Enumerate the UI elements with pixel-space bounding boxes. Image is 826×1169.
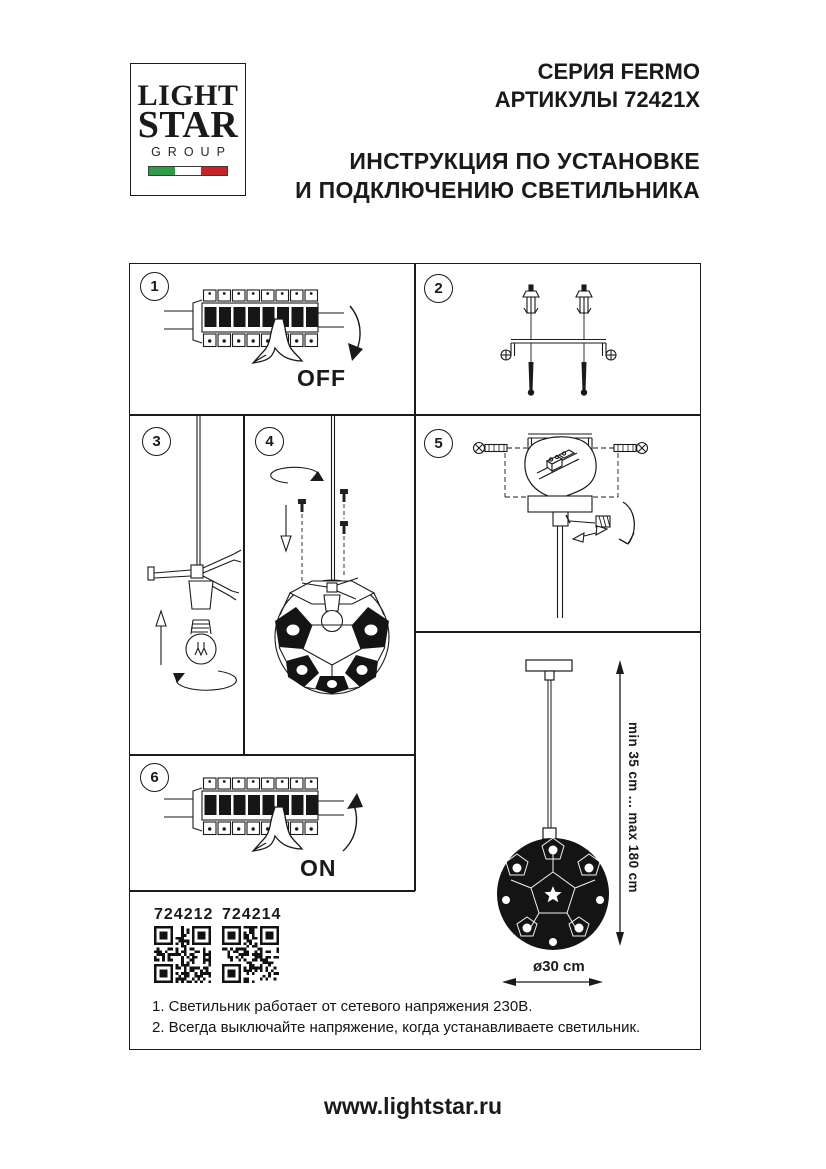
step-1-number: 1 [140, 272, 169, 301]
bracket-bar [511, 340, 606, 357]
height-range-label: min 35 cm ... max 180 cm [626, 722, 641, 893]
mounting-bracket-diagram [415, 264, 700, 414]
qr-code-1 [154, 926, 211, 983]
long-screw-icon [528, 343, 534, 396]
pendant-dimensions-diagram [414, 632, 700, 992]
height-dimension-line [616, 660, 624, 946]
steps-grid [129, 263, 701, 1050]
step-5-number: 5 [424, 429, 453, 458]
grid-line [130, 890, 415, 892]
step-2-number: 2 [424, 274, 453, 303]
arrow-up-icon [343, 793, 363, 851]
flag-white [175, 167, 201, 175]
rotate-arrow-icon [619, 502, 634, 544]
arrow-down-icon [348, 306, 363, 361]
screw-side-icon [474, 443, 528, 454]
screw-head-icon [501, 350, 511, 360]
wall-anchor-icon [523, 285, 539, 340]
document-header [295, 58, 700, 205]
step-6-number: 6 [140, 763, 169, 792]
website-link: www.lightstar.ru [323, 1093, 503, 1119]
flag-green [149, 167, 175, 175]
article-number-724212: 724212 [154, 906, 214, 923]
on-label: ON [300, 855, 337, 881]
screw-side-icon [593, 443, 648, 454]
logo-word-star: STAR [137, 104, 239, 146]
logo-word-group: GROUP [151, 145, 232, 159]
safety-notes [152, 997, 682, 1038]
circuit-breaker-on-diagram [130, 755, 415, 890]
shade-assembly-diagram [244, 415, 415, 754]
canopy-mounting-diagram [415, 415, 700, 631]
canopy-and-rod [528, 496, 592, 618]
italian-flag [148, 166, 228, 176]
screw-icon [340, 489, 348, 519]
shade-holder-and-bulb-diagram [130, 415, 244, 754]
step-4-number: 4 [255, 427, 284, 456]
qr-code-2 [222, 926, 279, 983]
instruction-title-line2: И ПОДКЛЮЧЕНИЮ СВЕТИЛЬНИКА [295, 177, 700, 203]
off-label: OFF [297, 365, 346, 391]
note-line-1: 1. Светильник работает от сетевого напряжения 230В. [152, 998, 533, 1015]
football-shade [275, 578, 389, 694]
pendant-shade [497, 838, 609, 950]
logo-word-light: LIGHT [137, 79, 239, 112]
light-bulb-icon [186, 620, 216, 664]
screw-head-icon [606, 350, 616, 360]
arrow-up-icon [156, 611, 166, 665]
three-arm-holder [148, 550, 241, 609]
step-3-number: 3 [142, 427, 171, 456]
series-title: СЕРИЯ FERMO [537, 59, 700, 84]
screw-icon [340, 521, 348, 575]
lightstar-logo [130, 63, 246, 196]
adjust-arrows-icon [573, 526, 607, 542]
circuit-breaker-off-diagram [130, 264, 415, 414]
screw-icon [298, 499, 306, 581]
wall-anchor-icon [576, 285, 592, 340]
arrow-down-icon [281, 505, 291, 551]
article-number-724214: 724214 [222, 906, 282, 923]
diameter-label: ø30 cm [533, 958, 585, 975]
rotate-arrow-icon [173, 671, 236, 690]
grub-screw-icon [570, 516, 610, 527]
flag-red [201, 167, 227, 175]
articles-title: АРТИКУЛЫ 72421X [494, 87, 700, 112]
ceiling-plate [526, 660, 572, 680]
rotate-arrow-icon [271, 467, 324, 483]
note-line-2: 2. Всегда выключайте напряжение, когда устанавливаете светильник. [152, 1018, 641, 1036]
diameter-dimension-line [502, 978, 603, 986]
instruction-title-line1: ИНСТРУКЦИЯ ПО УСТАНОВКЕ [349, 148, 700, 174]
long-screw-icon [581, 343, 587, 396]
